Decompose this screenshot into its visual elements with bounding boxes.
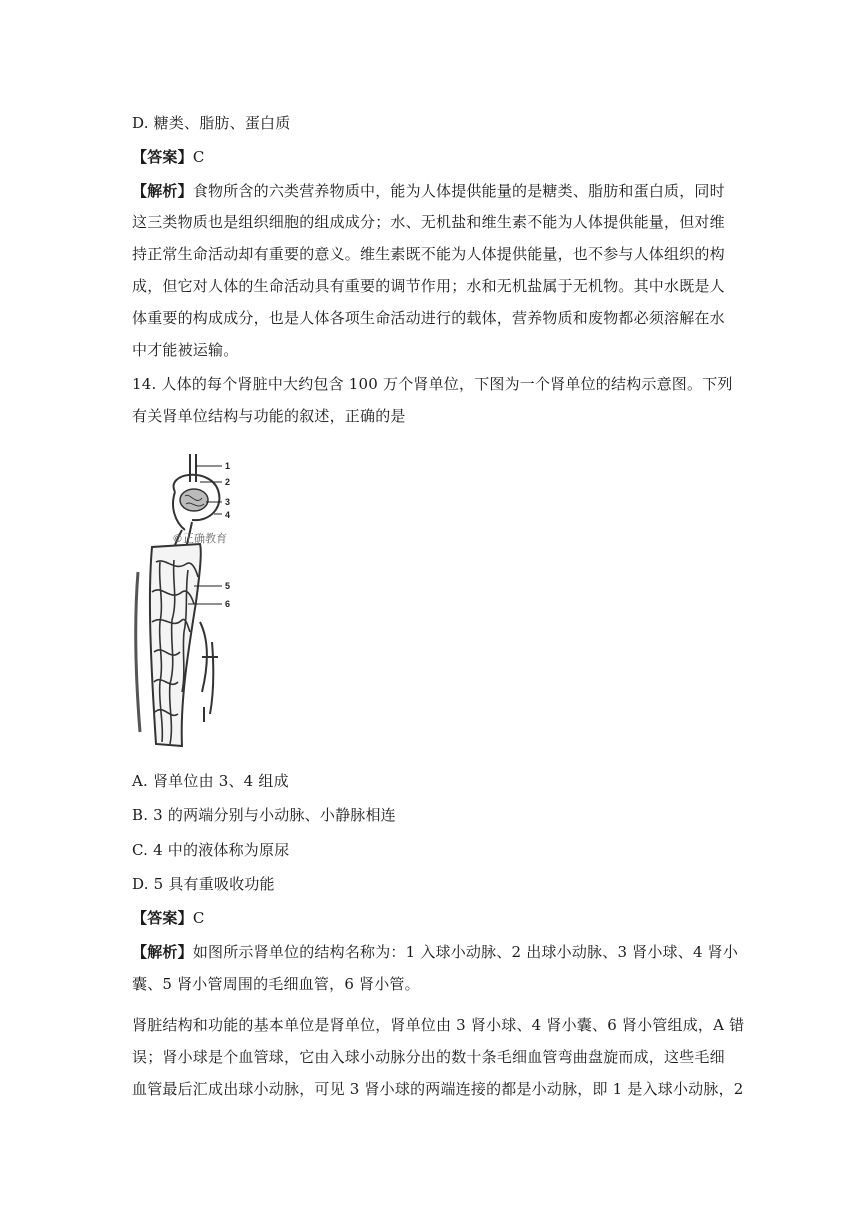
answer-13: 【答案】C: [132, 148, 205, 166]
label-6: 6: [225, 599, 231, 609]
analysis-13-line-4: 成，但它对人体的生命活动具有重要的调节作用；水和无机盐属于无机物。其中水既是人: [132, 277, 725, 295]
label-3: 3: [225, 497, 231, 507]
option-13d: D. 糖类、脂肪、蛋白质: [132, 114, 291, 132]
analysis-14-line-2: 囊、5 肾小管周围的毛细血管，6 肾小管。: [132, 975, 420, 993]
label-2: 2: [225, 477, 231, 487]
nephron-diagram-svg: [130, 452, 250, 757]
analysis-14-line-3: 肾脏结构和功能的基本单位是肾单位，肾单位由 3 肾小球、4 肾小囊、6 肾小管组成，A 错: [132, 1016, 745, 1034]
label-1: 1: [225, 461, 231, 471]
analysis-13-line-5: 体重要的构成成分，也是人体各项生命活动进行的载体，营养物质和废物都必须溶解在水: [132, 309, 725, 327]
analysis-14-line-1: 【解析】如图所示肾单位的结构名称为：1 入球小动脉、2 出球小动脉、3 肾小球、4 肾小: [132, 943, 739, 961]
analysis-13-line-6: 中才能被运输。: [132, 341, 239, 359]
analysis-13-line-1: 【解析】食物所含的六类营养物质中，能为人体提供能量的是糖类、脂肪和蛋白质，同时: [132, 182, 725, 200]
option-14d: D. 5 具有重吸收功能: [132, 875, 275, 893]
watermark: ©正确教育: [172, 532, 227, 545]
option-14b: B. 3 的两端分别与小动脉、小静脉相连: [132, 806, 396, 824]
label-5: 5: [225, 581, 231, 591]
question-14-line-1: 14. 人体的每个肾脏中大约包含 100 万个肾单位，下图为一个肾单位的结构示意图。下列: [132, 375, 733, 393]
label-4: 4: [225, 510, 231, 520]
answer-14: 【答案】C: [132, 909, 205, 927]
analysis-14-line-4: 误；肾小球是个血管球，它由入球小动脉分出的数十条毛细血管弯曲盘旋而成，这些毛细: [132, 1048, 725, 1066]
question-14-line-2: 有关肾单位结构与功能的叙述，正确的是: [132, 407, 406, 425]
option-14a: A. 肾单位由 3、4 组成: [132, 772, 289, 790]
analysis-13-line-2: 这三类物质也是组织细胞的组成成分；水、无机盐和维生素不能为人体提供能量，但对维: [132, 213, 725, 231]
analysis-13-line-3: 持正常生命活动却有重要的意义。维生素既不能为人体提供能量，也不参与人体组织的构: [132, 245, 725, 263]
option-14c: C. 4 中的液体称为原尿: [132, 841, 290, 859]
analysis-14-line-5: 血管最后汇成出球小动脉，可见 3 肾小球的两端连接的都是小动脉，即 1 是入球小动脉，2: [132, 1080, 744, 1098]
nephron-diagram: [130, 452, 250, 757]
